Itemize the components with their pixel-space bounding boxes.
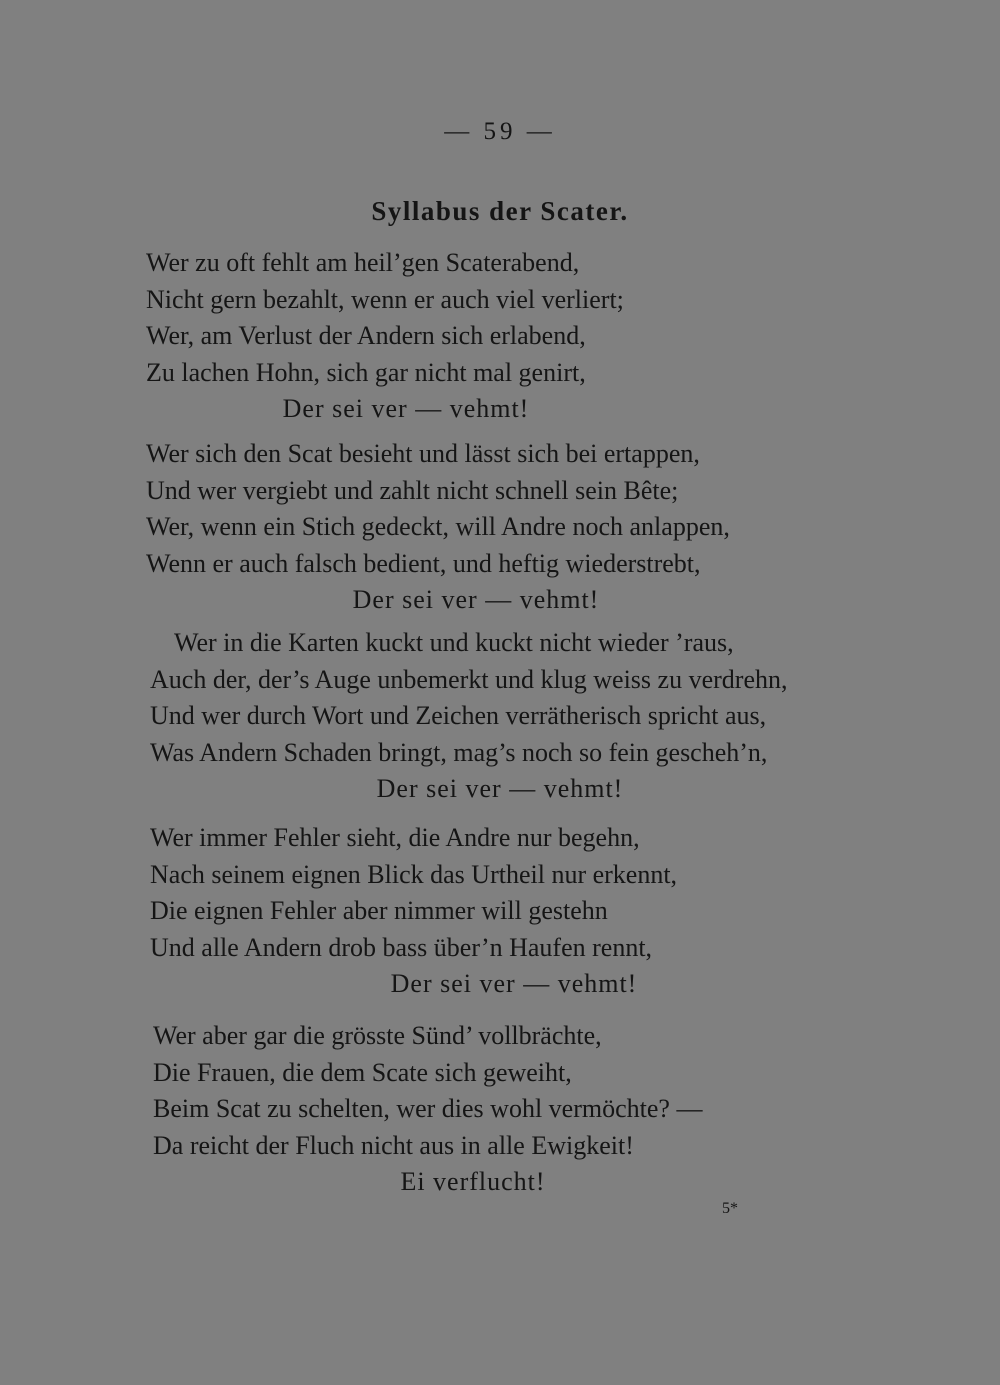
poem-title: Syllabus der Scater. bbox=[371, 196, 629, 226]
refrain-line: Ei verflucht! bbox=[400, 1167, 546, 1196]
signature-mark: 5* bbox=[722, 1200, 738, 1217]
verse-line: Nach seinem eignen Blick das Urtheil nur erkennt, bbox=[150, 859, 678, 889]
verse-line: Wer aber gar die grösste Sünd’ vollbrächte, bbox=[153, 1021, 602, 1050]
verse-line: Und alle Andern drob bass über’n Haufen rennt, bbox=[150, 932, 653, 962]
verse-line: Die Frauen, die dem Scate sich geweiht, bbox=[153, 1057, 572, 1087]
refrain-line: Der sei ver — vehmt! bbox=[282, 394, 530, 423]
verse-line: Wer in die Karten kuckt und kuckt nicht wieder ’raus, bbox=[174, 628, 734, 657]
verse-line: Wer sich den Scat besieht und lässt sich bei ertappen, bbox=[146, 439, 700, 468]
verse-line: Wer zu oft fehlt am heil’gen Scaterabend, bbox=[146, 248, 580, 277]
verse-line: Wer immer Fehler sieht, die Andre nur begehn, bbox=[150, 823, 640, 852]
refrain-line: Der sei ver — vehmt! bbox=[352, 585, 600, 614]
page-number: — 59 — bbox=[444, 118, 556, 145]
stanza-1 bbox=[146, 245, 666, 428]
verse-line: Wer, wenn ein Stich gedeckt, will Andre noch anlappen, bbox=[146, 512, 730, 541]
verse-line: Da reicht der Fluch nicht aus in alle Ewigkeit! bbox=[153, 1130, 634, 1160]
verse-line: Nicht gern bezahlt, wenn er auch viel verliert; bbox=[146, 284, 624, 314]
verse-line: Beim Scat zu schelten, wer dies wohl vermöchte? — bbox=[153, 1094, 703, 1123]
stanza-3 bbox=[150, 625, 850, 808]
verse-line: Was Andern Schaden bringt, mag’s noch so fein gescheh’n, bbox=[150, 737, 768, 767]
refrain-line: Der sei ver — vehmt! bbox=[376, 774, 624, 803]
stanza-5 bbox=[153, 1018, 793, 1201]
verse-line: Und wer vergiebt und zahlt nicht schnell sein Bête; bbox=[146, 475, 679, 505]
verse-line: Die eignen Fehler aber nimmer will gestehn bbox=[150, 896, 608, 925]
verse-line: Zu lachen Hohn, sich gar nicht mal genirt, bbox=[146, 357, 586, 387]
stanza-4 bbox=[150, 820, 850, 1003]
refrain-line: Der sei ver — vehmt! bbox=[390, 969, 638, 998]
verse-line: Wer, am Verlust der Andern sich erlabend, bbox=[146, 321, 586, 350]
verse-line: Auch der, der’s Auge unbemerkt und klug weiss zu verdrehn, bbox=[150, 664, 788, 694]
stanza-2 bbox=[146, 436, 806, 619]
verse-line: Und wer durch Wort und Zeichen verrätherisch spricht aus, bbox=[150, 701, 767, 730]
verse-line: Wenn er auch falsch bedient, und heftig wiederstrebt, bbox=[146, 548, 701, 578]
